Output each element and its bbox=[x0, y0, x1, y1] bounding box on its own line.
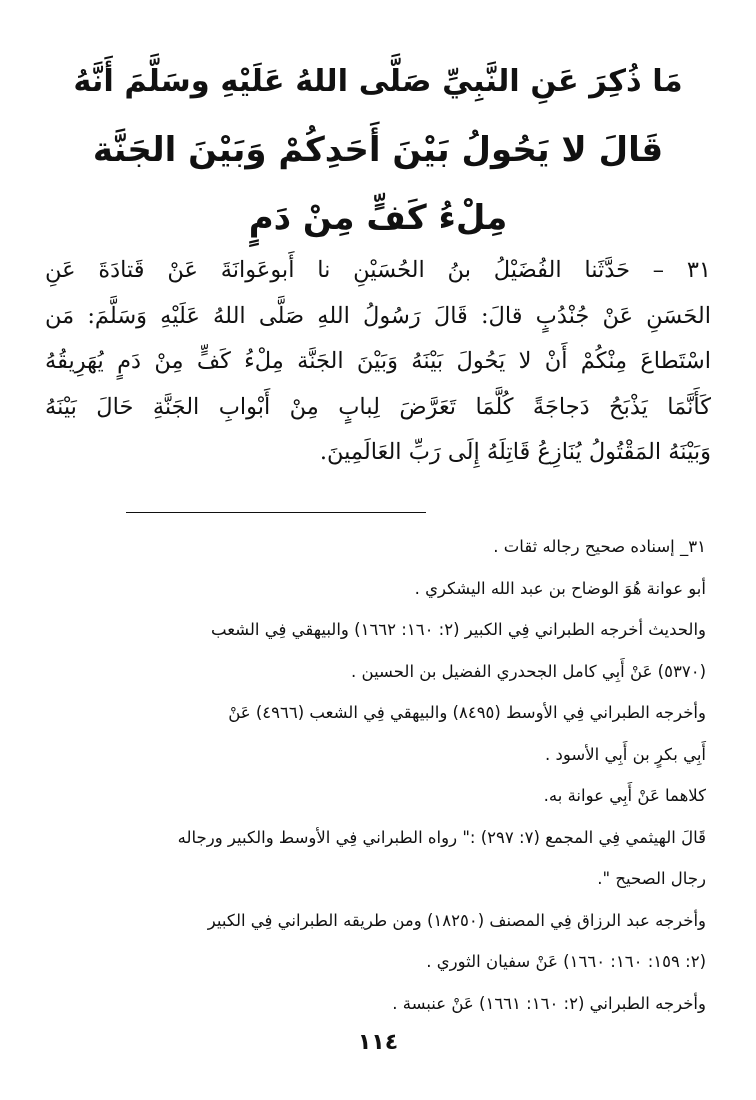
heading-line: مَا ذُكِرَ عَنِ النَّبِيِّ صَلَّى اللهُ عَلَيْهِ وسَلَّمَ أَنَّهُ bbox=[73, 64, 683, 99]
footnote-line: ٣١_ إسناده صحيح رجاله ثقات . bbox=[493, 537, 706, 556]
footnotes bbox=[45, 526, 706, 1024]
hadith-line: الحَسَنِ عَنْ جُنْدُبٍ قالَ: قَالَ رَسُولُ اللهِ صَلَّى اللهُ عَلَيْهِ وَسَلَّمَ: مَن bbox=[45, 302, 711, 329]
hadith-line: ٣١ – حَدَّثَنا الفُضَيْلُ بنُ الحُسَيْنِ نا أَبوعَوانَةَ عَنْ قَتادَةَ عَنِ bbox=[45, 257, 711, 283]
footnote-line: أبو عوانة هُوَ الوضاح بن عبد الله اليشكري . bbox=[414, 578, 706, 598]
footnote-line: كلاهما عَنْ أَبِي عوانة به. bbox=[543, 786, 706, 805]
hadith-line: كَأَنَّمَا يَذْبَحُ دَجاجَةً كُلَّمَا تَعَرَّضَ لِبابٍ مِنْ أَبْوابِ الجَنَّةِ حَالَ بَيْنَهُ bbox=[45, 393, 711, 420]
chapter-heading bbox=[70, 48, 686, 252]
footnote-line: (٢: ١٥٩: ١٦٠: ١٦٦٠) عَنْ سفيان الثوري . bbox=[426, 952, 706, 971]
footnote-line: (٥٣٧٠) عَنْ أَبِي كامل الجحدري الفضيل بن الحسين . bbox=[351, 661, 706, 681]
footnote-divider bbox=[126, 512, 426, 513]
footnote-line: قَالَ الهيثمي فِي المجمع (٧: ٢٩٧) :" رواه الطبراني فِي الأوسط والكبير ورجاله bbox=[177, 827, 706, 847]
hadith-line: وَبَيْنَهُ المَقْتُولُ يُنَازِعُ قَاتِلَهُ إِلَى رَبِّ العَالَمِينَ. bbox=[319, 439, 711, 465]
footnote-line: والحديث أخرجه الطبراني فِي الكبير (٢: ١٦٠: ١٦٦٢) والبيهقي فِي الشعب bbox=[211, 620, 706, 639]
heading-line: مِلْءُ كَفٍّ مِنْ دَمٍ bbox=[248, 198, 508, 238]
footnote-line: وأخرجه الطبراني فِي الأوسط (٨٤٩٥) والبيهقي فِي الشعب (٤٩٦٦) عَنْ bbox=[228, 703, 706, 722]
footnote-line: وأخرجه الطبراني (٢: ١٦٠: ١٦٦١) عَنْ عنبسة . bbox=[392, 993, 706, 1013]
heading-line: قَالَ لا يَحُولُ بَيْنَ أَحَدِكُمْ وَبَيْنَ الجَنَّة bbox=[92, 130, 664, 170]
footnote-line: وأخرجه عبد الرزاق فِي المصنف (١٨٢٥٠) ومن طريقه الطبراني فِي الكبير bbox=[207, 910, 706, 930]
hadith-text bbox=[45, 248, 711, 476]
page-number: ١١٤ bbox=[357, 1030, 399, 1055]
footnote-line: أَبِي بكرٍ بن أَبِي الأسود . bbox=[545, 744, 706, 764]
hadith-line: اسْتَطاعَ مِنْكُمْ أَنْ لا يَحُولَ بَيْنَهُ وَبَيْنَ الجَنَّة مِلْءُ كَفٍّ مِنْ دَمٍ يُهَرِيقُهُ bbox=[45, 348, 711, 374]
footnote-line: رجال الصحيح ". bbox=[597, 869, 706, 888]
